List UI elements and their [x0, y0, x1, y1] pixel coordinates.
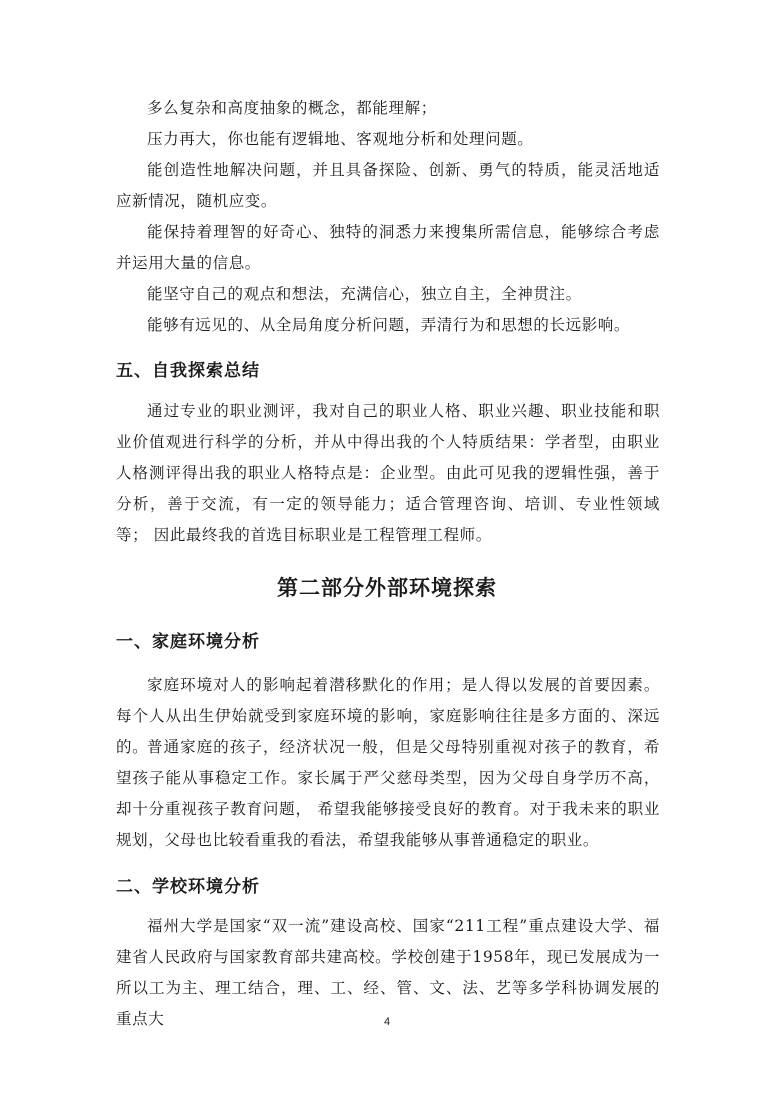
trait-line-2: 压力再大，你也能有逻辑地、客观地分析和处理问题。	[147, 130, 534, 148]
family-section-heading: 一、家庭环境分析	[116, 632, 260, 652]
trait-line-5: 能坚守自己的观点和想法，充满信心，独立自主，全神贯注。	[147, 285, 582, 303]
section-5-body: 通过专业的职业测评，我对自己的职业人格、职业兴趣、职业技能和职业价值观进行科学的分析，并从中得出我的个人特质结果：学者型，由职业人格测评得出我的职业人格特点是：企业型。由此可见我的逻辑性强，善于分析，善于交流，有一定的领导能力；适合管理咨询、培训、专业性领域等； 因此最终我的首选目标职业是工程管理工程师。	[116, 402, 660, 544]
family-paragraph-2: 普通家庭的孩子，经济状况一般，但是父母特别重视对孩子的教育，希望孩子能从事稳定工作。家长属于严父慈母类型，因为父母自身学历不高，却十分重视孩子教育问题， 希望我能够接受良好的教育。对于我未来的职业规划，父母也比较看重我的看法，希望我能够从事普通稳定的职业。	[116, 738, 660, 849]
trait-line-1: 多么复杂和高度抽象的概念，都能理解；	[147, 99, 437, 117]
trait-line-4: 能保持着理智的好奇心、独特的洞悉力来搜集所需信息，能够综合考虑并运用大量的信息。	[116, 223, 660, 272]
part-2-title: 第二部分外部环境探索	[277, 576, 497, 600]
section-5-heading: 五、自我探索总结	[116, 361, 260, 381]
trait-line-3: 能创造性地解决问题，并且具备探险、创新、勇气的特质，能灵活地适应新情况，随机应变。	[116, 161, 660, 210]
page-number: 4	[383, 1016, 391, 1028]
family-paragraph-1: 家庭环境对人的影响起着潜移默化的作用；是人得以发展的首要因素。每个人从出生伊始就受到家庭环境的影响，家庭影响往往是多方面的、深远的。	[116, 676, 660, 756]
school-section-heading: 二、学校环境分析	[116, 877, 260, 897]
trait-line-6: 能够有远见的、从全局角度分析问题，弄清行为和思想的长远影响。	[147, 316, 631, 334]
school-paragraph-1: 福州大学是国家“双一流”建设高校、国家“211工程”重点建设大学、福建省人民政府与国家教育部共建高校。学校创建于1958年，现已发展成为一所以工为主、理工结合，理、工、经、管、文、法、艺等多学科协调发展的重点大	[116, 917, 660, 1028]
